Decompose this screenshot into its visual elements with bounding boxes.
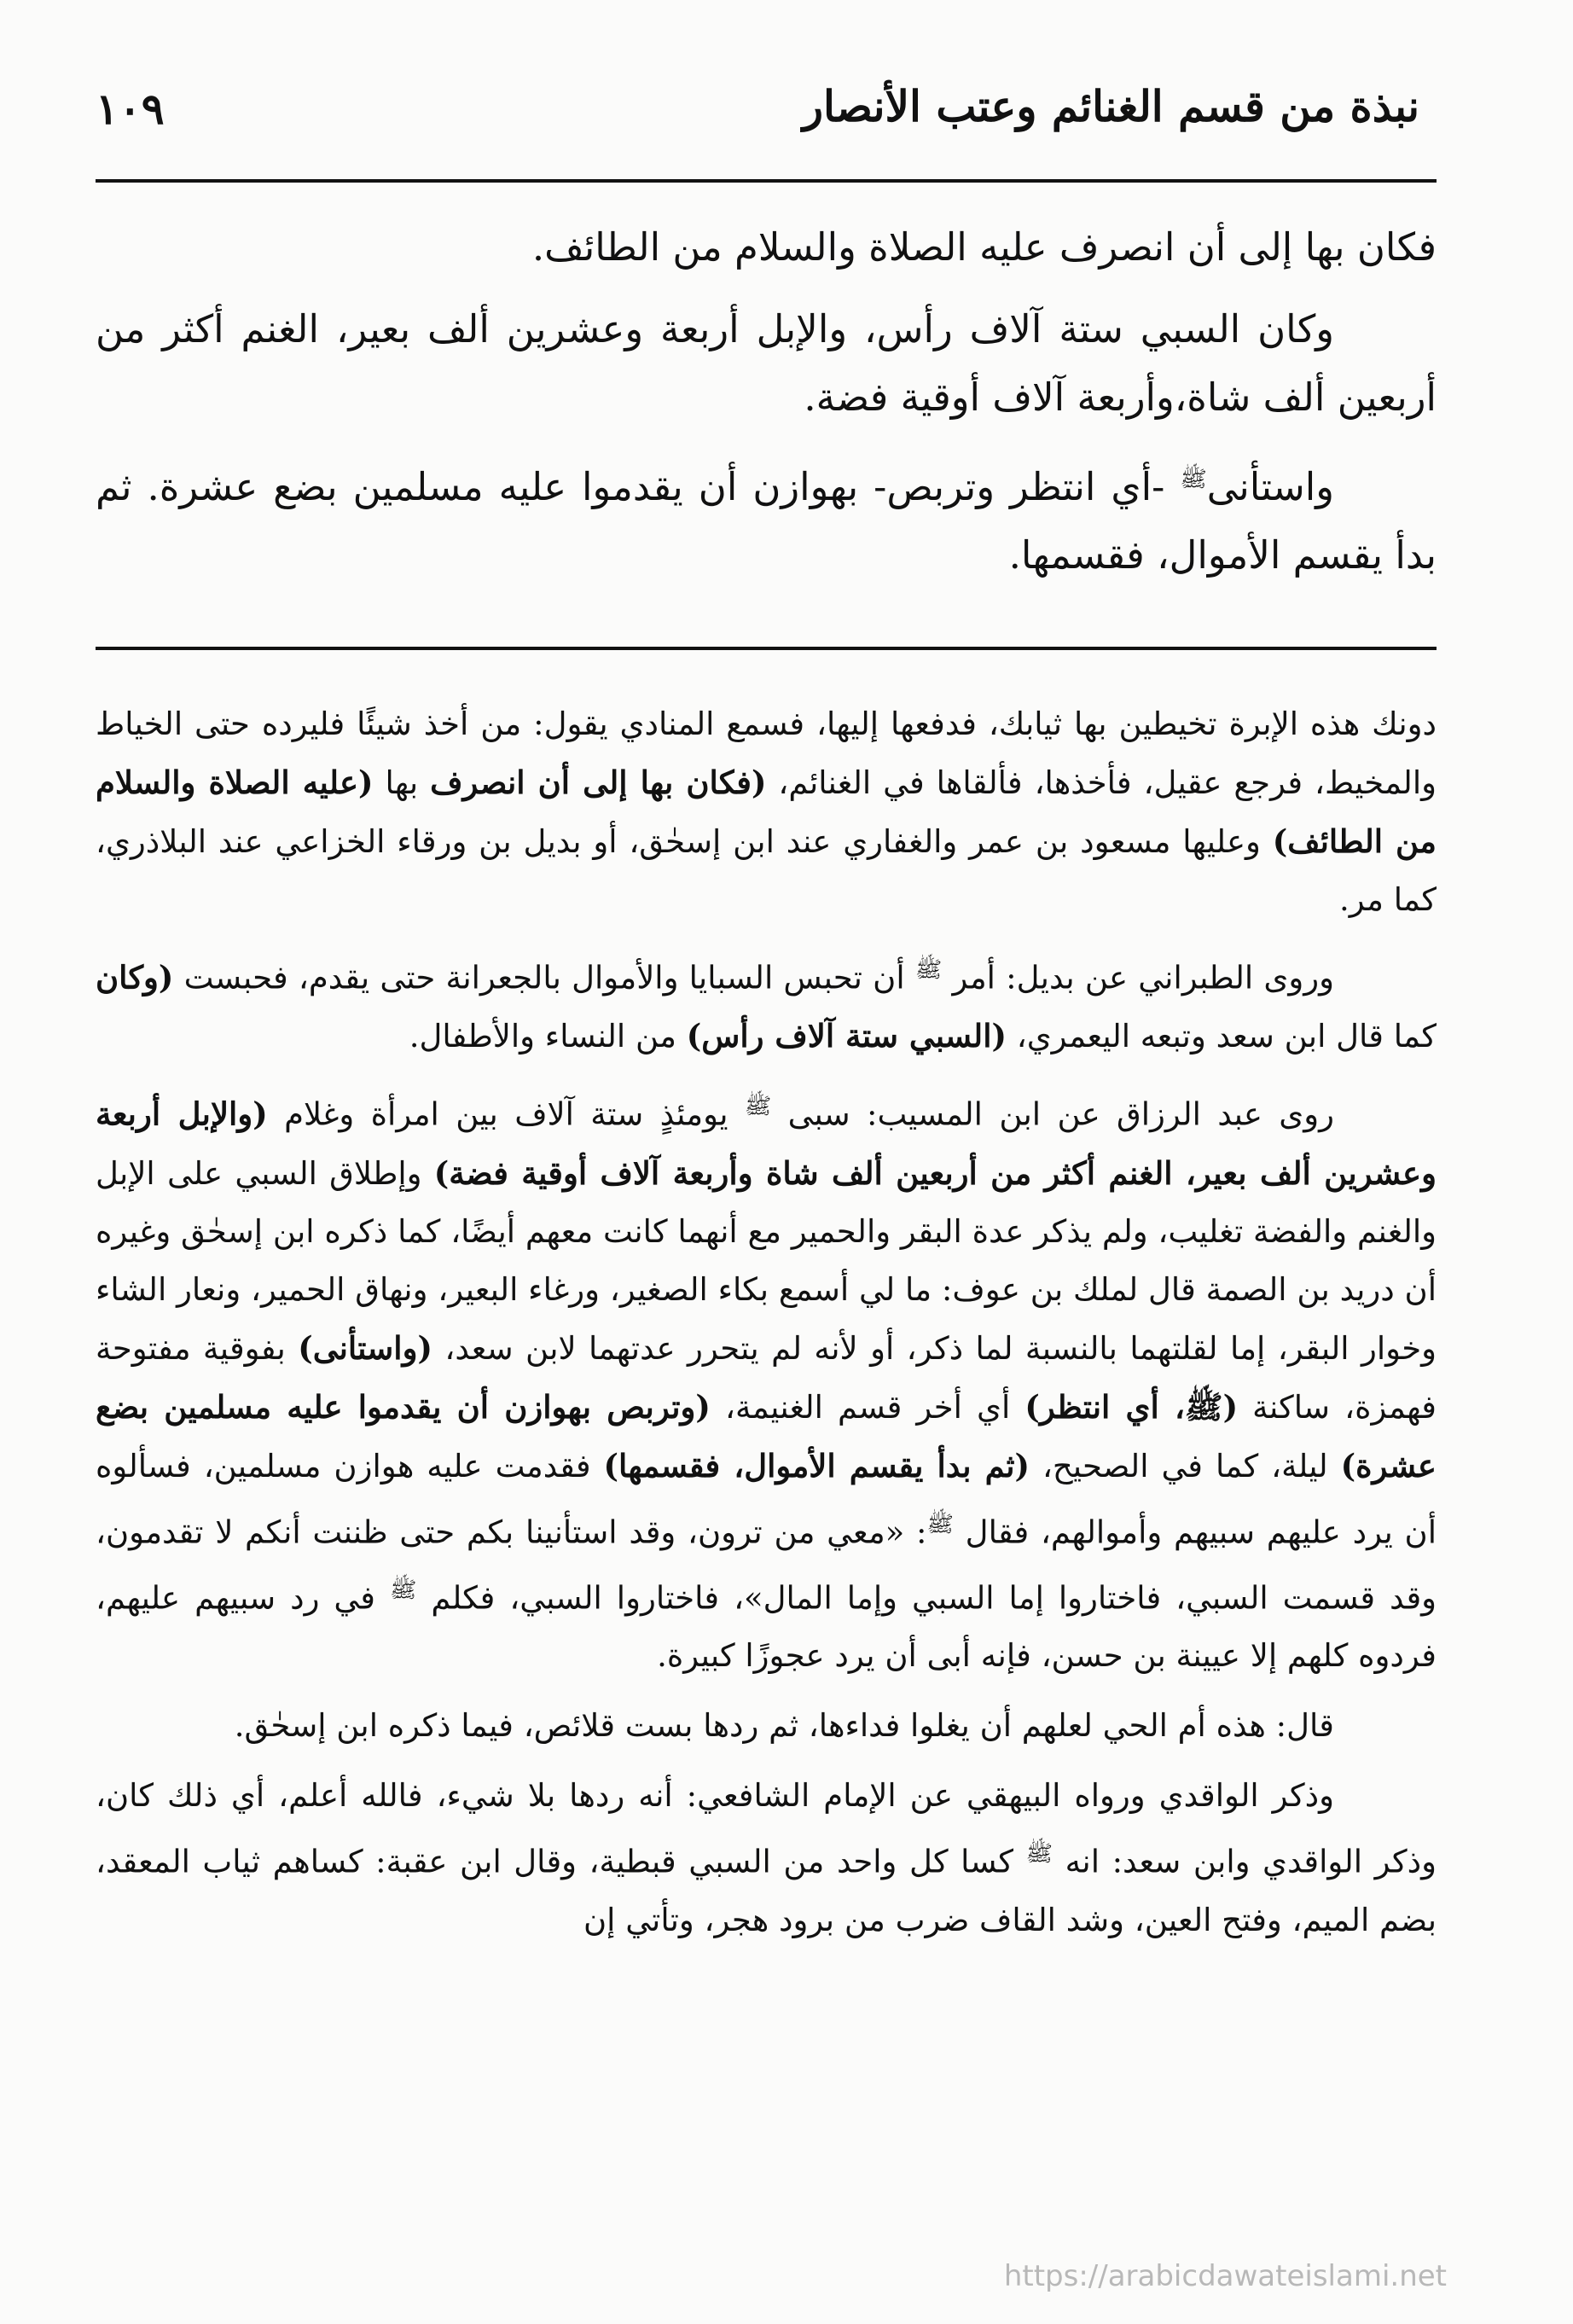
quoted-matn: (ثم بدأ يقسم الأموال، فقسمها) <box>603 1446 1030 1484</box>
salawat-glyph: ﷺ <box>926 1511 954 1537</box>
header-rule <box>96 179 1437 183</box>
commentary-separator <box>96 647 1437 650</box>
main-paragraph <box>96 295 1437 432</box>
commentary-span: يومئذٍ ستة آلاف بين امرأة وغلام <box>267 1095 745 1133</box>
commentary-span: ليلة، كما في الصحيح، <box>1030 1447 1341 1484</box>
commentary-span: : «معي من ترون، وقد استأنينا بكم حتى ظننت أنكم لا تقدمون، وقد قسمت السبي، فاختاروا إما السبي وإما المال»، فاختاروا السبي، فكلم <box>96 1513 1437 1617</box>
salawat-glyph: ﷺ <box>389 1577 417 1603</box>
quoted-matn: (ﷺ، أي انتظر) <box>1024 1387 1239 1426</box>
commentary-span: كما قال ابن سعد وتبعه اليعمري، <box>1007 1018 1437 1055</box>
main-text-span: -أي انتظر وتربص- بهوازن أن يقدموا عليه مسلمين بضع عشرة. ثم بدأ يقسم الأموال، فقسمها. <box>96 464 1437 578</box>
source-watermark: https://arabicdawateislami.net <box>1003 2259 1447 2293</box>
commentary-span: دونك هذه الإبرة تخيطين بها ثيابك، فدفعها إليها، فسمع المنادي يقول: من أخذ شيئًا فليرده حتى الخياط والمخيط، فرجع عقيل، فأخذها، فألقاها في الغنائم، <box>96 706 1437 801</box>
quoted-matn: (والإبل أربعة وعشرين ألف بعير، الغنم أكثر من أربعين ألف شاة وأربعة آلاف أوقية فضة) <box>96 1095 1437 1192</box>
quoted-matn: (واستأنى) <box>298 1328 432 1367</box>
commentary-span: روى عبد الرزاق عن ابن المسيب: سبى <box>771 1095 1334 1133</box>
commentary-paragraph <box>96 1078 1437 1685</box>
main-text <box>96 213 1437 603</box>
commentary-span: وروى الطبراني عن بديل: أمر <box>942 959 1334 996</box>
commentary-span: في رد سبيهم عليهم، فردوه كلهم إلا عيينة بن حسن، فإنه أبى أن يرد عجوزًا كبيرة. <box>96 1579 1437 1675</box>
commentary-paragraph <box>96 695 1437 929</box>
commentary-span: قال: هذه أم الحي لعلهم أن يغلوا فداءها، ثم ردها بست قلائص، فيما ذكره ابن إسحٰق. <box>234 1707 1334 1745</box>
commentary-paragraph <box>96 1767 1437 1949</box>
running-header-title: نبذة من قسم الغنائم وعتب الأنصار <box>802 81 1419 131</box>
commentary-paragraph <box>96 941 1437 1066</box>
main-paragraph <box>96 213 1437 282</box>
commentary-span: أن تحبس السبايا والأموال بالجعرانة حتى يقدم، فحبست <box>173 959 915 996</box>
page-number: ١٠٩ <box>96 84 165 134</box>
salawat-glyph: ﷺ <box>744 1094 772 1120</box>
main-text-span: فكان بها إلى أن انصرف عليه الصلاة والسلام من الطائف. <box>531 224 1437 270</box>
commentary-text <box>96 695 1437 1961</box>
commentary-span: كسا كل واحد من السبي قبطية، وقال ابن عقبة: كساهم ثياب المعقد، بضم الميم، وفتح العين، وشد القاف ضرب من برود هجر، وتأتي إن <box>96 1843 1437 1938</box>
commentary-span: وعليها مسعود بن عمر والغفاري عند ابن إسحٰق، أو بديل بن ورقاء الخزاعي عند البلاذري، كما مر. <box>96 823 1437 918</box>
salawat-glyph: ﷺ <box>1025 1841 1054 1868</box>
main-text-span: واستأنى <box>1206 464 1334 509</box>
quoted-matn: (السبي ستة آلاف رأس) <box>686 1017 1007 1055</box>
main-paragraph <box>96 445 1437 590</box>
commentary-span: فقدمت عليه هوازن مسلمين، فسألوه أن يرد عليهم سبيهم وأموالهم، فقال <box>96 1447 1437 1550</box>
commentary-span: وإطلاق السبي على الإبل والغنم والفضة تغليب، ولم يذكر عدة البقر والحمير مع أنهما كانت معهم أيضًا، كما ذكره ابن إسحٰق وغيره أن دريد بن الصمة قال لملك بن عوف: ما لي أسمع بكاء الصغير، ورغاء البعير، ونهاق الحمير، ونعار الشاء وخوار البقر، إما لقلتهما بالنسبة لما ذكر، أو لأنه لم يتحرر عدتهما لابن سعد، <box>96 1154 1437 1367</box>
quoted-matn: (وتربص بهوازن أن يقدموا عليه مسلمين بضع عشرة) <box>96 1387 1437 1484</box>
commentary-paragraph <box>96 1697 1437 1755</box>
quoted-matn: (وكان <box>96 958 174 996</box>
commentary-span: أي أخر قسم الغنيمة، <box>710 1388 1025 1426</box>
quoted-matn: (فكان بها إلى أن انصرف <box>430 764 767 801</box>
salawat-glyph: ﷺ <box>914 957 943 983</box>
main-text-span: وكان السبي ستة آلاف رأس، والإبل أربعة وعشرين ألف بعير، الغنم أكثر من أربعين ألف شاة،وأربعة آلاف أوقية فضة. <box>96 306 1437 420</box>
commentary-span: بها <box>373 764 431 801</box>
commentary-span: وذكر الواقدي ورواه البيهقي عن الإمام الشافعي: أنه ردها بلا شيء، فالله أعلم، أي ذلك كان، وذكر الواقدي وابن سعد: انه <box>96 1777 1437 1880</box>
quoted-matn: (عليه الصلاة والسلام من الطائف) <box>96 764 1437 860</box>
commentary-span: بفوقية مفتوحة فهمزة، ساكنة <box>96 1329 1437 1426</box>
commentary-span: من النساء والأطفال. <box>409 1018 687 1055</box>
salawat-glyph: ﷺ <box>1180 467 1207 492</box>
